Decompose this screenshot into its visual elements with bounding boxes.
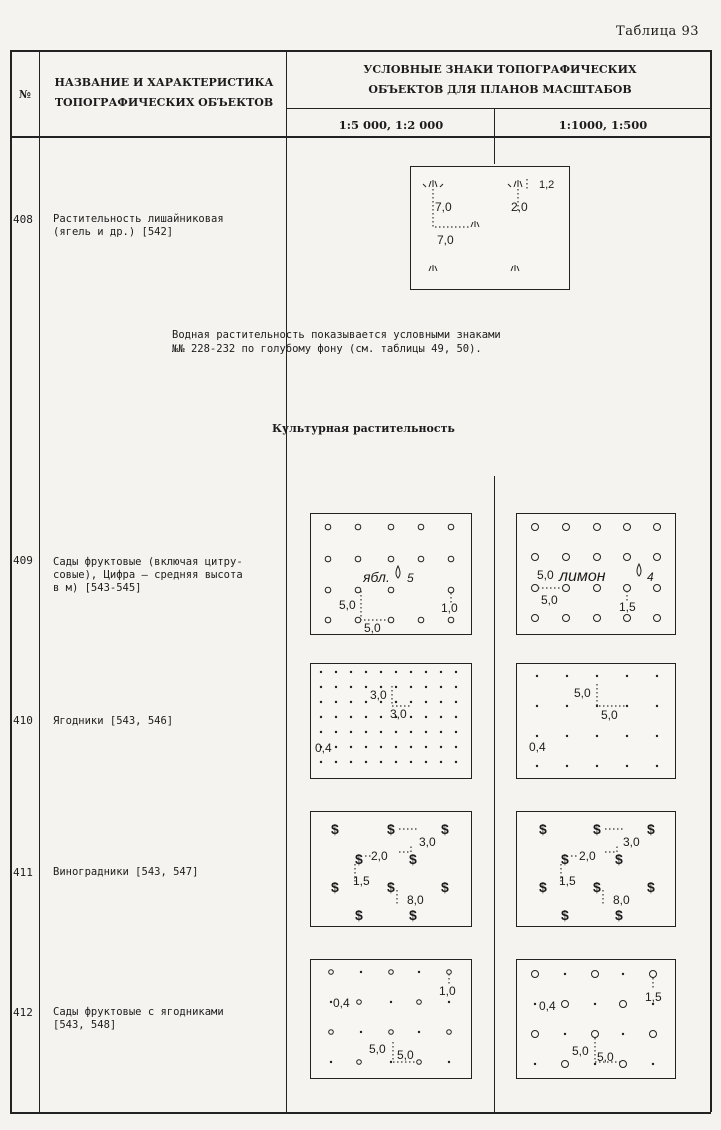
berry-right-dim-1: 5,0 xyxy=(574,686,591,700)
berry-dot xyxy=(455,671,457,673)
symbol-mixed-left xyxy=(310,959,472,1079)
berry-dot xyxy=(440,716,442,718)
mixed-left-dim-4: 5,0 xyxy=(397,1048,414,1062)
berry-dot xyxy=(365,746,367,748)
row-number-412: 412 xyxy=(13,1006,33,1019)
svg-text:$: $ xyxy=(331,879,339,895)
orchard-left-dim-3: 1,0 xyxy=(441,601,458,615)
berry-left-dim-2: 3,0 xyxy=(390,707,407,721)
vine-left-dim-4: 8,0 xyxy=(407,893,424,907)
water-vegetation-note: Водная растительность показывается условными знаками №№ 228-232 по голубому фону (см. таблицы 49, 50). xyxy=(172,329,501,355)
berry-dot xyxy=(440,701,442,703)
berry-left-dim-3: 0,4 xyxy=(315,741,332,755)
orchard-right-dim-0: 5,0 xyxy=(537,568,554,582)
svg-text:$: $ xyxy=(441,821,449,837)
berry-dot xyxy=(395,761,397,763)
berry-dot xyxy=(626,675,628,677)
berry-dot xyxy=(350,701,352,703)
svg-text:$: $ xyxy=(539,879,547,895)
berry-dot xyxy=(425,746,427,748)
berry-dot xyxy=(656,705,658,707)
berry-dot xyxy=(626,705,628,707)
vine-right-dim-3: 1,5 xyxy=(559,874,576,888)
lichen-tuft-icons xyxy=(423,180,522,271)
berry-dot xyxy=(566,765,568,767)
berry-dot xyxy=(440,671,442,673)
berry-dot xyxy=(536,735,538,737)
svg-text:$: $ xyxy=(331,821,339,837)
berry-dot xyxy=(395,686,397,688)
mixed-left-dim-1: 1,0 xyxy=(439,984,456,998)
berry-dot xyxy=(440,746,442,748)
lichen-dim-4: 7,0 xyxy=(437,233,454,247)
berry-dot xyxy=(596,675,598,677)
berry-dot xyxy=(425,686,427,688)
tree-height-icon xyxy=(396,566,400,578)
berry-dot xyxy=(410,671,412,673)
svg-text:$: $ xyxy=(647,821,655,837)
berry-right-dim-2: 5,0 xyxy=(601,708,618,722)
lichen-dim-1: 1,2 xyxy=(539,179,555,191)
orchard-right-dim-1: 5,0 xyxy=(541,593,558,607)
berry-dot xyxy=(536,765,538,767)
svg-text:$: $ xyxy=(561,907,569,923)
vine-left-dim-1: 3,0 xyxy=(419,835,436,849)
berry-dot xyxy=(365,671,367,673)
berry-dot xyxy=(410,746,412,748)
lichen-dim-3: 2,0 xyxy=(511,200,528,214)
berry-dot xyxy=(410,731,412,733)
berry-dot xyxy=(395,746,397,748)
row-name-412: Сады фруктовые с ягодниками [543, 548] xyxy=(53,1006,224,1031)
berry-dot xyxy=(320,686,322,688)
vine-right-dim-2: 2,0 xyxy=(579,849,596,863)
berry-dot xyxy=(656,765,658,767)
vine-left-dim-2: 2,0 xyxy=(371,849,388,863)
svg-text:$: $ xyxy=(647,879,655,895)
mixed-right-dim-1: 1,5 xyxy=(645,990,662,1004)
berry-dot xyxy=(335,701,337,703)
lichen-dim-2: 7,0 xyxy=(435,200,452,214)
berry-right-dim-3: 0,4 xyxy=(529,740,546,754)
svg-text:$: $ xyxy=(355,907,363,923)
mixed-dot-icons-right xyxy=(534,973,654,1065)
scale-right-header: 1:1000, 1:500 xyxy=(558,118,648,132)
mixed-right-dim-3: 5,0 xyxy=(572,1044,589,1058)
berry-dot xyxy=(380,746,382,748)
berry-dot xyxy=(395,701,397,703)
berry-dot xyxy=(365,686,367,688)
svg-text:$: $ xyxy=(615,851,623,867)
row-name-410: Ягодники [543, 546] xyxy=(53,715,174,727)
berry-dot xyxy=(380,716,382,718)
svg-text:$: $ xyxy=(387,879,395,895)
svg-text:$: $ xyxy=(387,821,395,837)
berry-dot xyxy=(626,735,628,737)
row-number-409: 409 xyxy=(13,554,33,567)
berry-dot xyxy=(440,731,442,733)
column-header-number: № xyxy=(19,88,31,101)
berry-dot xyxy=(410,701,412,703)
berry-dot xyxy=(566,735,568,737)
orchard-right-dim-2: 1,5 xyxy=(619,600,636,614)
berry-dot xyxy=(395,731,397,733)
berry-dot xyxy=(365,701,367,703)
berry-dot xyxy=(410,761,412,763)
berry-dot-icons xyxy=(320,671,457,763)
berry-dot xyxy=(410,686,412,688)
berry-dot xyxy=(425,701,427,703)
page-label: Таблица 93 xyxy=(616,24,699,39)
berry-dot xyxy=(455,701,457,703)
symbol-vineyard-right xyxy=(516,811,676,927)
berry-dot xyxy=(320,731,322,733)
row-name-408: Растительность лишайниковая (ягель и др.) [542] xyxy=(53,213,224,238)
vine-left-dim-3: 1,5 xyxy=(353,874,370,888)
section-title-cultivated: Культурная растительность xyxy=(272,422,455,435)
orchard-left-height: 5 xyxy=(407,571,414,585)
vine-right-dim-4: 8,0 xyxy=(613,893,630,907)
orchard-left-dim-1: 5,0 xyxy=(339,598,356,612)
berry-dot xyxy=(350,686,352,688)
berry-dot xyxy=(425,731,427,733)
berry-dot xyxy=(335,686,337,688)
row-number-408: 408 xyxy=(13,213,33,226)
berry-dot xyxy=(596,735,598,737)
berry-dot xyxy=(335,671,337,673)
berry-dot xyxy=(380,731,382,733)
svg-text:$: $ xyxy=(409,851,417,867)
orchard-left-dim-2: 5,0 xyxy=(364,621,381,634)
berry-dot xyxy=(596,765,598,767)
berry-dot xyxy=(425,671,427,673)
berry-dot xyxy=(656,735,658,737)
berry-dot xyxy=(440,686,442,688)
vine-right-dim-1: 3,0 xyxy=(623,835,640,849)
svg-text:$: $ xyxy=(441,879,449,895)
svg-text:$: $ xyxy=(409,907,417,923)
row-name-409: Сады фруктовые (включая цитру- совые), Цифра — средняя высота в м) [543-545] xyxy=(53,556,243,594)
berry-left-dim-1: 3,0 xyxy=(370,688,387,702)
berry-dot xyxy=(566,675,568,677)
berry-dot xyxy=(335,746,337,748)
column-header-signs-line1: УСЛОВНЫЕ ЗНАКИ ТОПОГРАФИЧЕСКИХ xyxy=(363,63,637,76)
berry-dot xyxy=(395,671,397,673)
mixed-left-dim-2: 0,4 xyxy=(333,996,350,1010)
berry-dot xyxy=(320,671,322,673)
mixed-circle-icons-right xyxy=(532,971,657,1068)
berry-dot xyxy=(536,675,538,677)
svg-text:$: $ xyxy=(615,907,623,923)
berry-dot xyxy=(425,716,427,718)
berry-dot xyxy=(455,761,457,763)
row-number-410: 410 xyxy=(13,714,33,727)
berry-dot xyxy=(350,731,352,733)
svg-text:$: $ xyxy=(561,851,569,867)
mixed-right-dim-2: 0,4 xyxy=(539,999,556,1013)
mixed-circle-icons xyxy=(329,970,452,1065)
orchard-left-label: ябл. xyxy=(363,569,390,585)
symbol-orchard-left xyxy=(310,513,472,635)
symbol-vineyard-left xyxy=(310,811,472,927)
berry-dot xyxy=(656,675,658,677)
row-number-411: 411 xyxy=(13,866,33,879)
berry-dot xyxy=(455,746,457,748)
berry-dot xyxy=(626,765,628,767)
berry-dot xyxy=(350,671,352,673)
orchard-right-label: лимон xyxy=(559,568,606,585)
mixed-left-dim-3: 5,0 xyxy=(369,1042,386,1056)
berry-dot xyxy=(455,731,457,733)
berry-dot xyxy=(536,705,538,707)
symbol-lichen xyxy=(410,166,570,290)
svg-text:$: $ xyxy=(593,879,601,895)
tree-height-icon-right xyxy=(637,564,641,576)
scale-left-header: 1:5 000, 1:2 000 xyxy=(338,118,444,132)
berry-dot xyxy=(335,731,337,733)
berry-dot xyxy=(566,705,568,707)
symbol-berry-right xyxy=(516,663,676,779)
berry-dot xyxy=(365,761,367,763)
berry-dot xyxy=(425,761,427,763)
svg-text:$: $ xyxy=(355,851,363,867)
berry-dot xyxy=(335,716,337,718)
mixed-dot-icons xyxy=(330,971,450,1063)
berry-dot xyxy=(335,761,337,763)
svg-text:$: $ xyxy=(593,821,601,837)
berry-dot xyxy=(320,761,322,763)
berry-dot xyxy=(365,731,367,733)
berry-dot xyxy=(410,716,412,718)
berry-dot xyxy=(320,716,322,718)
mixed-right-dim-4: 5,0 xyxy=(597,1050,614,1064)
berry-dot xyxy=(365,716,367,718)
row-name-411: Виноградники [543, 547] xyxy=(53,866,199,878)
berry-dot xyxy=(350,761,352,763)
berry-dot xyxy=(320,701,322,703)
berry-dot xyxy=(380,761,382,763)
column-header-name-line2: ТОПОГРАФИЧЕСКИХ ОБЪЕКТОВ xyxy=(54,96,274,109)
berry-dot xyxy=(380,671,382,673)
berry-dot xyxy=(455,716,457,718)
berry-dot xyxy=(350,716,352,718)
symbol-mixed-right xyxy=(516,959,676,1079)
symbol-orchard-right xyxy=(516,513,676,635)
svg-text:$: $ xyxy=(539,821,547,837)
column-header-name-line1: НАЗВАНИЕ И ХАРАКТЕРИСТИКА xyxy=(54,76,274,89)
symbol-berry-left xyxy=(310,663,472,779)
orchard-right-height: 4 xyxy=(647,570,654,584)
berry-dot xyxy=(440,761,442,763)
berry-dot xyxy=(455,686,457,688)
berry-dot xyxy=(350,746,352,748)
column-header-signs-line2: ОБЪЕКТОВ ДЛЯ ПЛАНОВ МАСШТАБОВ xyxy=(368,83,632,96)
